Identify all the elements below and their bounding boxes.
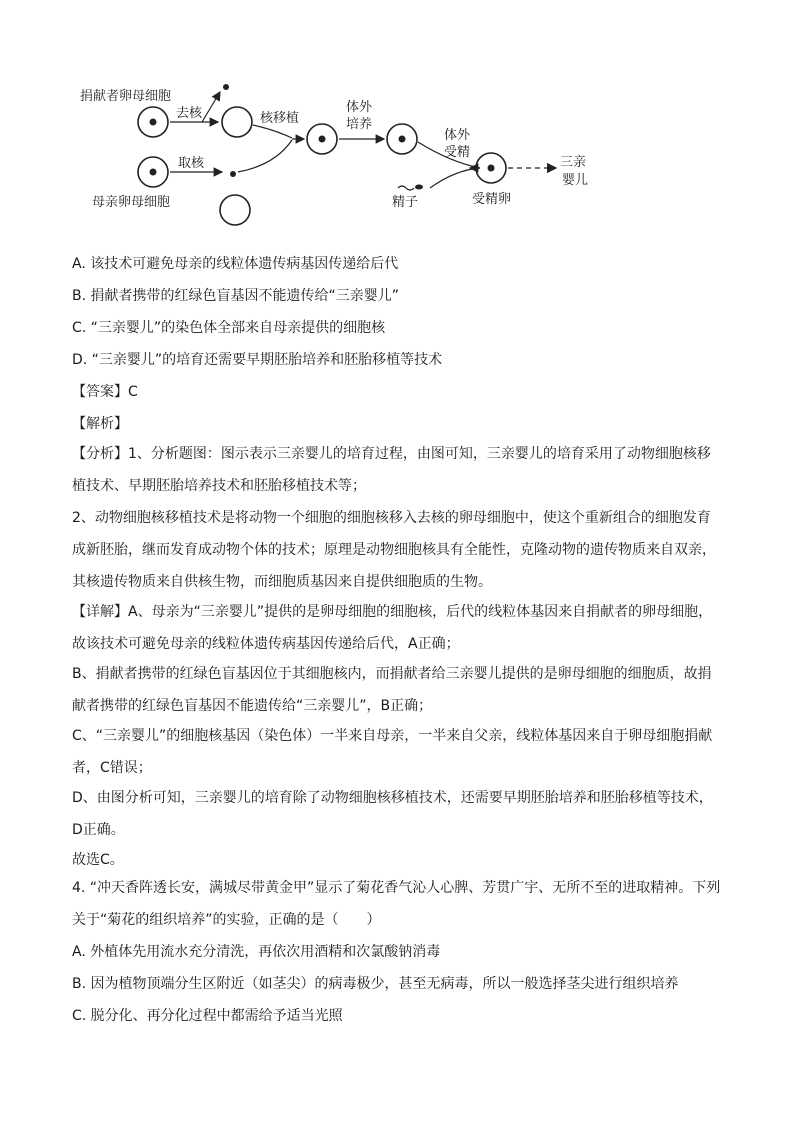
option-c: C. “三亲婴儿”的染色体全部来自母亲提供的细胞核	[72, 320, 386, 336]
mother-nucleus	[230, 171, 236, 177]
donor-oocyte-cell	[138, 107, 168, 137]
sperm-label: 精子	[392, 195, 419, 210]
answer-line: 【答案】C	[72, 384, 138, 400]
nuclear-transfer-label: 核移植	[260, 111, 300, 126]
detail-paragraph-d: D、由图分析可知，三亲婴儿的培育除了动物细胞核移植技术，还需要早期胚胎培养和胚胎移植等技术，D正确。	[72, 790, 713, 838]
baby-label-line1: 三亲	[560, 155, 587, 170]
mother-oocyte-label: 母亲卵母细胞	[92, 195, 171, 210]
option-a: A. 该技术可避免母亲的线粒体遗传病基因传递给后代	[72, 256, 399, 272]
removed-donor-nucleus	[223, 84, 229, 90]
question-4-stem: 4. “冲天香阵透长安，满城尽带黄金甲”显示了菊花香气沁人心脾、芳贯广宇、无所不至的进取精神。下列关于“菊花的组织培养”的实验，正确的是（ ）	[72, 880, 721, 928]
fertilization-label-line1: 体外	[444, 128, 471, 143]
fertilization-label-line2: 受精	[444, 145, 471, 160]
enucleated-donor-cell	[222, 107, 252, 137]
merge-curve-bottom	[238, 140, 292, 172]
option-d: D. “三亲婴儿”的培育还需要早期胚胎培养和胚胎移植等技术	[72, 352, 443, 368]
detail-paragraph-b: B、捐献者携带的红绿色盲基因位于其细胞核内，而捐献者给三亲婴儿提供的是卵母细胞的细胞质，故捐献者携带的红绿色盲基因不能遗传给“三亲婴儿”，B正确；	[72, 666, 712, 714]
sperm-icon	[398, 185, 423, 191]
detail-paragraph-a: 【详解】A、母亲为“三亲婴儿”提供的是卵母细胞的细胞核，后代的线粒体基因来自捐献者的卵母细胞，故该技术可避免母亲的线粒体遗传病基因传递给后代，A正确；	[72, 604, 713, 652]
zygote-cell	[476, 153, 506, 183]
reconstructed-cell	[307, 124, 337, 154]
analysis-paragraph-1: 【分析】1、分析题图：图示表示三亲婴儿的培育过程，由图可知，三亲婴儿的培育采用了动物细胞核移植技术、早期胚胎培养技术和胚胎移植技术等；	[72, 446, 711, 494]
culture-label-line2: 培养	[346, 117, 373, 132]
merge-curve-top	[253, 125, 292, 138]
zygote-label: 受精卵	[472, 192, 512, 207]
conclusion-line: 故选C。	[72, 852, 124, 868]
baby-label-line2: 婴儿	[562, 173, 589, 188]
analysis-paragraph-2: 2、动物细胞核移植技术是将动物一个细胞的细胞核移入去核的卵母细胞中，使这个重新组合的细胞发育成新胚胎，继而发育成动物个体的技术；原理是动物细胞核具有全能性，克隆动物的遗传物质来自双亲，其核遗传物质来自供核生物，而细胞质基因来自提供细胞质的生物。	[72, 510, 716, 590]
enucleate-label: 去核	[176, 106, 203, 121]
enucleated-mother-cell	[220, 195, 250, 225]
q4-option-c: C. 脱分化、再分化过程中都需给予适当光照	[72, 1008, 343, 1024]
mother-oocyte-cell	[138, 157, 168, 187]
cultured-oocyte	[387, 124, 417, 154]
option-b: B. 捐献者携带的红绿色盲基因不能遗传给“三亲婴儿”	[72, 288, 400, 304]
culture-label-line1: 体外	[346, 100, 373, 115]
q4-option-b: B. 因为植物顶端分生区附近（如茎尖）的病毒极少，甚至无病毒，所以一般选择茎尖进行组织培养	[72, 976, 679, 992]
fertilization-curve-bottom	[430, 168, 480, 188]
removed-nucleus-arrow	[202, 92, 220, 122]
donor-oocyte-label: 捐献者卵母细胞	[80, 89, 172, 104]
take-nucleus-label: 取核	[178, 156, 205, 171]
detail-paragraph-c: C、“三亲婴儿”的细胞核基因（染色体）一半来自母亲，一半来自父亲，线粒体基因来自于卵母细胞捐献者，C错误；	[72, 728, 713, 776]
three-parent-baby-diagram	[70, 70, 610, 240]
q4-option-a: A. 外植体先用流水充分清洗，再依次用酒精和次氯酸钠消毒	[72, 944, 441, 960]
analysis-heading: 【解析】	[72, 416, 128, 432]
